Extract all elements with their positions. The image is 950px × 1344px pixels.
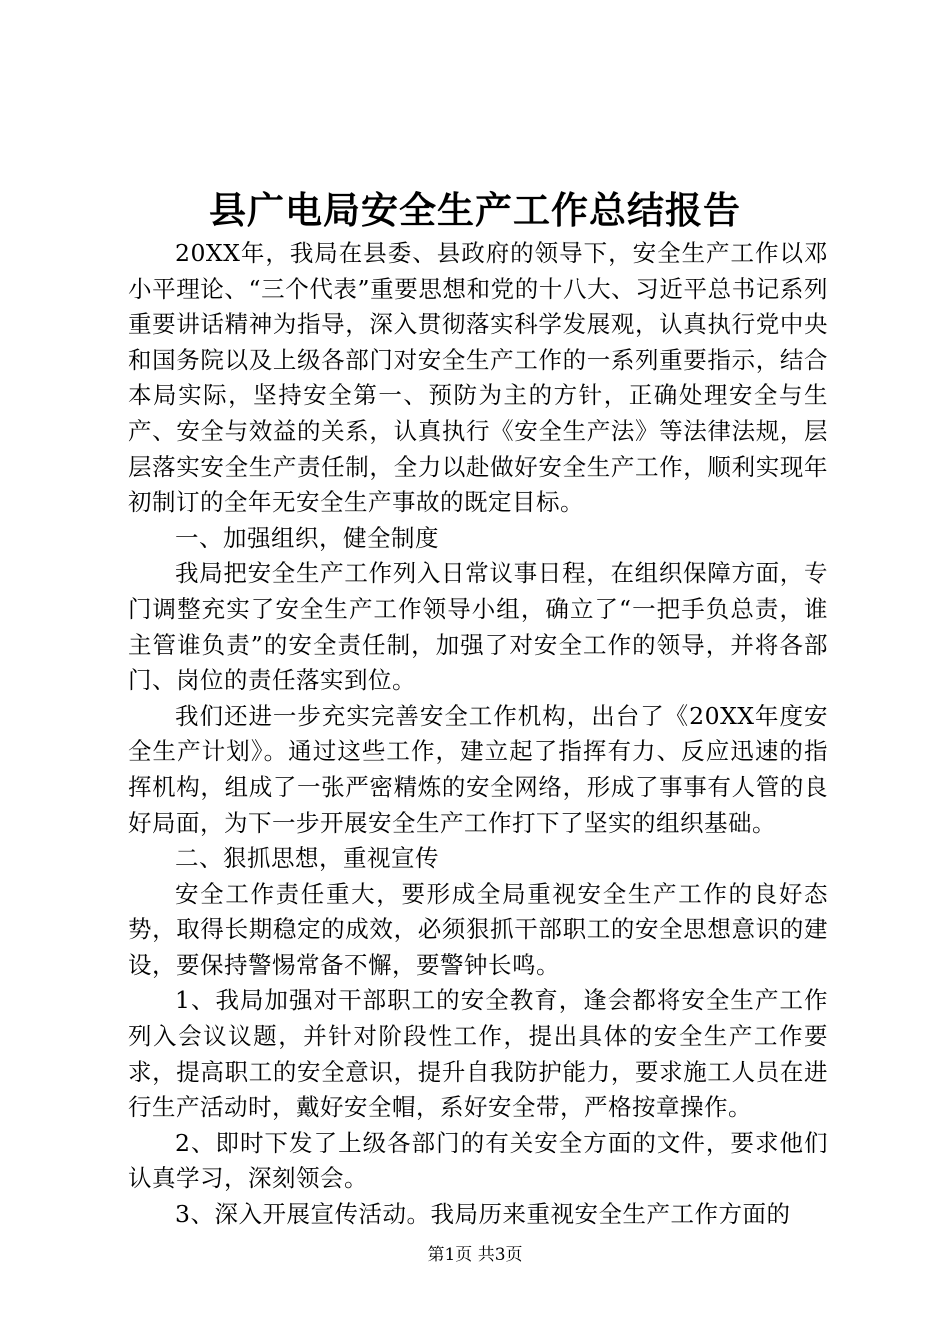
page-footer: 第1页 共3页 xyxy=(427,1245,523,1265)
section-heading-2: 二、狠抓思想，重视宣传 xyxy=(175,844,439,873)
section-heading-1: 一、加强组织，健全制度 xyxy=(175,523,439,552)
paragraph-intro: 20XX年，我局在县委、县政府的领导下，安全生产工作以邓小平理论、“三个代表”重要思想和党的十八大、习近平总书记系列重要讲话精神为指导，深入贯彻落实科学发展观，认真执行党中央和国务院以及上级各部门对安全生产工作的一系列重要指示，结合本局实际，坚持安全第一、预防为主的方针，正确处理安全与生产、安全与效益的关系，认真执行《安全生产法》等法律法规，层层落实安全生产责任制，全力以赴做好安全生产工作，顺利实现年初制订的全年无安全生产事故的既定目标。 xyxy=(128,239,828,517)
list-item: 2、即时下发了上级各部门的有关安全方面的文件，要求他们认真学习，深刻领会。 xyxy=(128,1128,828,1193)
paragraph: 我局把安全生产工作列入日常议事日程，在组织保障方面，专门调整充实了安全生产工作领导小组，确立了“一把手负总责，谁主管谁负责”的安全责任制，加强了对安全工作的领导，并将各部门、岗位的责任落实到位。 xyxy=(128,559,828,695)
list-item: 1、我局加强对干部职工的安全教育，逢会都将安全生产工作列入会议议题，并针对阶段性工作，提出具体的安全生产工作要求，提高职工的安全意识，提升自我防护能力，要求施工人员在进行生产活动时，戴好安全帽，系好安全带，严格按章操作。 xyxy=(128,986,828,1122)
paragraph: 安全工作责任重大，要形成全局重视安全生产工作的良好态势，取得长期稳定的成效，必须狠抓干部职工的安全思想意识的建设，要保持警惕常备不懈，要警钟长鸣。 xyxy=(128,879,828,979)
document-body xyxy=(128,236,828,1233)
document-title: 县广电局安全生产工作总结报告 xyxy=(209,188,741,232)
list-item: 3、深入开展宣传活动。我局历来重视安全生产工作方面的 xyxy=(175,1200,791,1229)
paragraph: 我们还进一步充实完善安全工作机构，出台了《20XX年度安全生产计划》。通过这些工作，建立起了指挥有力、反应迅速的指挥机构，组成了一张严密精炼的安全网络，形成了事事有人管的良好局面，为下一步开展安全生产工作打下了坚实的组织基础。 xyxy=(128,701,828,837)
